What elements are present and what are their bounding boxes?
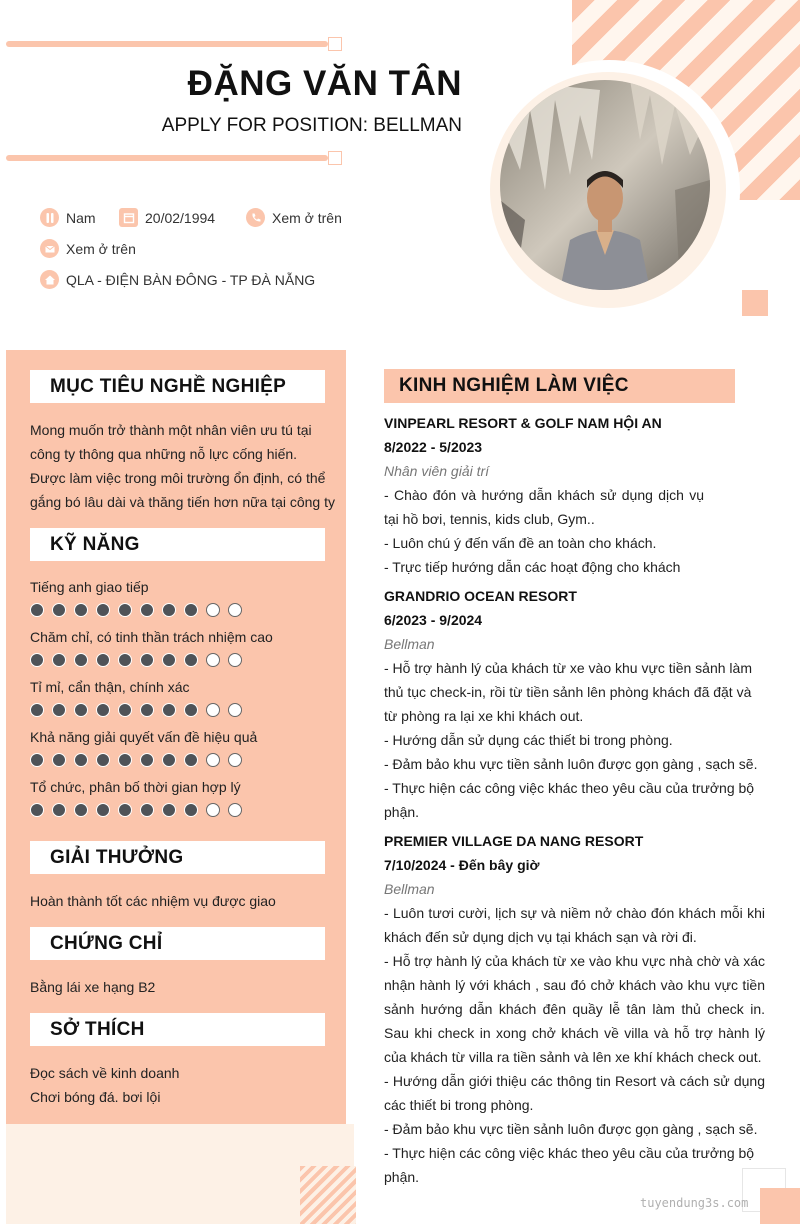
rating-dot-filled bbox=[162, 753, 176, 767]
section-title: CHỨNG CHỈ bbox=[50, 932, 163, 954]
certificates-text: Bằng lái xe hạng B2 bbox=[30, 979, 156, 995]
rating-dot-filled bbox=[52, 703, 66, 717]
skill-label: Tổ chức, phân bố thời gian hợp lý bbox=[30, 779, 241, 795]
section-header-experience bbox=[384, 369, 735, 403]
rating-dot-empty bbox=[206, 753, 220, 767]
email-icon bbox=[40, 239, 59, 258]
job-duty: - Đảm bảo khu vực tiền sảnh luôn được gọn gàng , sạch sẽ. bbox=[384, 1121, 758, 1137]
contact-gender bbox=[40, 208, 96, 227]
rating-dot-empty bbox=[206, 653, 220, 667]
candidate-name: ĐẶNG VĂN TÂN bbox=[187, 64, 462, 103]
contact-birthday bbox=[119, 208, 215, 227]
header-line-bottom bbox=[6, 155, 328, 161]
rating-dot-filled bbox=[184, 803, 198, 817]
section-header-certificates bbox=[30, 927, 325, 960]
job-duty: - Chào đón và hướng dẫn khách sử dụng dịch vụ tại hồ bơi, tennis, kids club, Gym.. bbox=[384, 487, 704, 527]
job-duty: - Luôn chú ý đến vấn đề an toàn cho khách. bbox=[384, 535, 657, 551]
hobbies-text bbox=[30, 1061, 335, 1109]
rating-dot-empty bbox=[228, 653, 242, 667]
rating-dot-filled bbox=[52, 653, 66, 667]
rating-dot-filled bbox=[162, 603, 176, 617]
section-header-hobbies bbox=[30, 1013, 325, 1046]
rating-dot-filled bbox=[184, 603, 198, 617]
section-title: SỞ THÍCH bbox=[50, 1018, 145, 1040]
skill-rating bbox=[30, 653, 242, 667]
job-duty: - Hỗ trợ hành lý của khách từ xe vào khu vực nhà chờ và xác nhận hành lý với khách , sau đó chở khách vào khu vực tiền sảnh hướng dẫn khách đên quầy lễ tân làm thủ check in. Sau khi check in xong chở khách về villa và hỗ trợ hành lý của khách từ villa ra tiền sảnh và lên xe khí khách check out. bbox=[384, 953, 765, 1065]
skill-rating bbox=[30, 603, 242, 617]
rating-dot-filled bbox=[140, 653, 154, 667]
section-header-objective bbox=[30, 370, 325, 403]
decorative-square bbox=[742, 290, 768, 316]
rating-dot-filled bbox=[30, 603, 44, 617]
rating-dot-filled bbox=[140, 803, 154, 817]
rating-dot-filled bbox=[96, 603, 110, 617]
rating-dot-empty bbox=[228, 753, 242, 767]
objective-line: công ty thông qua những nỗ lực cống hiến. bbox=[30, 446, 298, 462]
header-line-cap bbox=[328, 37, 342, 51]
header-line-cap bbox=[328, 151, 342, 165]
skill-rating bbox=[30, 803, 242, 817]
applied-position: APPLY FOR POSITION: BELLMAN bbox=[161, 115, 462, 136]
rating-dot-filled bbox=[118, 653, 132, 667]
rating-dot-empty bbox=[206, 703, 220, 717]
rating-dot-filled bbox=[184, 703, 198, 717]
rating-dot-empty bbox=[228, 803, 242, 817]
rating-dot-filled bbox=[30, 703, 44, 717]
section-header-awards bbox=[30, 841, 325, 874]
rating-dot-filled bbox=[162, 703, 176, 717]
rating-dot-filled bbox=[162, 803, 176, 817]
rating-dot-filled bbox=[74, 603, 88, 617]
rating-dot-filled bbox=[162, 653, 176, 667]
contact-address bbox=[40, 270, 315, 289]
home-icon bbox=[40, 270, 59, 289]
contact-email bbox=[40, 239, 136, 258]
section-title: GIẢI THƯỞNG bbox=[50, 846, 184, 868]
calendar-icon bbox=[119, 208, 138, 227]
rating-dot-filled bbox=[30, 753, 44, 767]
email-text: Xem ở trên bbox=[66, 240, 136, 257]
job-duty: - Hướng dẫn giới thiệu các thông tin Resort và cách sử dụng các thiết bi trong phòng. bbox=[384, 1073, 765, 1113]
section-title: MỤC TIÊU NGHỀ NGHIỆP bbox=[50, 375, 287, 397]
job-description bbox=[384, 901, 765, 1189]
decorative-square bbox=[760, 1188, 800, 1224]
job-date: 6/2023 - 9/2024 bbox=[384, 612, 483, 628]
gender-icon bbox=[40, 208, 59, 227]
objective-line: Được làm việc trong môi trường ổn định, có thể bbox=[30, 470, 326, 486]
rating-dot-filled bbox=[140, 703, 154, 717]
rating-dot-empty bbox=[206, 803, 220, 817]
rating-dot-empty bbox=[228, 603, 242, 617]
hobby-line: Đọc sách về kinh doanh bbox=[30, 1065, 180, 1081]
rating-dot-filled bbox=[74, 803, 88, 817]
job-role: Bellman bbox=[384, 881, 435, 897]
objective-line: Mong muốn trở thành một nhân viên ưu tú tại bbox=[30, 422, 312, 438]
job-duty: - Đảm bảo khu vực tiền sảnh luôn được gọn gàng , sạch sẽ. bbox=[384, 756, 758, 772]
rating-dot-filled bbox=[74, 703, 88, 717]
job-duty: - Luôn tươi cười, lịch sự và niềm nở chào đón khách mỗi khi khách đến sử dụng dịch vụ tại khách sạn và rời đi. bbox=[384, 905, 765, 945]
section-header-skills bbox=[30, 528, 325, 561]
objective-line: gắng bó lâu dài và thăng tiến hơn nữa tại công ty bbox=[30, 494, 335, 510]
rating-dot-filled bbox=[118, 803, 132, 817]
rating-dot-filled bbox=[96, 753, 110, 767]
birthday-text: 20/02/1994 bbox=[145, 209, 216, 226]
job-description bbox=[384, 656, 765, 824]
address-text: QLA - ĐIỆN BÀN ĐÔNG - TP ĐÀ NẴNG bbox=[66, 271, 316, 288]
skill-rating bbox=[30, 703, 242, 717]
company-name: PREMIER VILLAGE DA NANG RESORT bbox=[384, 833, 644, 849]
job-date: 7/10/2024 - Đến bây giờ bbox=[384, 857, 540, 873]
gender-text: Nam bbox=[66, 209, 96, 226]
watermark: tuyendung3s.com bbox=[640, 1196, 749, 1210]
rating-dot-filled bbox=[184, 653, 198, 667]
objective-text bbox=[30, 418, 335, 514]
rating-dot-filled bbox=[140, 753, 154, 767]
skill-rating bbox=[30, 753, 242, 767]
section-title: KỸ NĂNG bbox=[50, 533, 140, 555]
rating-dot-filled bbox=[52, 603, 66, 617]
job-duty: - Hỗ trợ hành lý của khách từ xe vào khu vực tiền sảnh làm thủ tục check-in, rồi từ tiền sảnh lên phòng khách đã đặt và từ phòng ra lại xe khi khách out. bbox=[384, 660, 752, 724]
rating-dot-filled bbox=[184, 753, 198, 767]
phone-text: Xem ở trên bbox=[272, 209, 342, 226]
rating-dot-filled bbox=[118, 703, 132, 717]
experience-item bbox=[384, 829, 765, 1189]
hobby-line: Chơi bóng đá. bơi lội bbox=[30, 1089, 161, 1105]
phone-icon bbox=[246, 208, 265, 227]
experience-item bbox=[384, 411, 765, 579]
awards-text: Hoàn thành tốt các nhiệm vụ được giao bbox=[30, 893, 276, 909]
rating-dot-filled bbox=[96, 653, 110, 667]
rating-dot-empty bbox=[206, 603, 220, 617]
skill-label: Chăm chỉ, có tinh thần trách nhiệm cao bbox=[30, 629, 273, 645]
skill-label: Tỉ mỉ, cẩn thận, chính xác bbox=[30, 679, 190, 695]
rating-dot-filled bbox=[118, 753, 132, 767]
rating-dot-filled bbox=[74, 653, 88, 667]
header-line-top bbox=[6, 41, 328, 47]
job-duty: - Thực hiện các công việc khác theo yêu cầu của trưởng bộ phận. bbox=[384, 780, 755, 820]
job-role: Bellman bbox=[384, 636, 435, 652]
rating-dot-filled bbox=[30, 803, 44, 817]
job-duty: - Trực tiếp hướng dẫn các hoạt động cho khách bbox=[384, 559, 681, 575]
job-role: Nhân viên giải trí bbox=[384, 463, 490, 479]
rating-dot-filled bbox=[96, 803, 110, 817]
job-date: 8/2022 - 5/2023 bbox=[384, 439, 483, 455]
rating-dot-filled bbox=[74, 753, 88, 767]
experience-item bbox=[384, 584, 765, 824]
section-title: KINH NGHIỆM LÀM VIỆC bbox=[399, 375, 629, 396]
job-duty: - Thực hiện các công việc khác theo yêu cầu của trưởng bộ phận. bbox=[384, 1145, 755, 1185]
rating-dot-filled bbox=[30, 653, 44, 667]
contact-phone bbox=[246, 208, 342, 227]
job-description bbox=[384, 483, 765, 579]
decorative-stripes-bottom bbox=[300, 1166, 356, 1224]
company-name: GRANDRIO OCEAN RESORT bbox=[384, 588, 577, 604]
skill-label: Khả năng giải quyết vấn đề hiệu quả bbox=[30, 729, 258, 745]
rating-dot-empty bbox=[228, 703, 242, 717]
rating-dot-filled bbox=[140, 603, 154, 617]
avatar-photo bbox=[500, 80, 710, 290]
company-name: VINPEARL RESORT & GOLF NAM HỘI AN bbox=[384, 415, 662, 431]
rating-dot-filled bbox=[52, 753, 66, 767]
job-duty: - Hướng dẫn sử dụng các thiết bi trong phòng. bbox=[384, 732, 673, 748]
rating-dot-filled bbox=[118, 603, 132, 617]
rating-dot-filled bbox=[96, 703, 110, 717]
skill-label: Tiếng anh giao tiếp bbox=[30, 579, 149, 595]
rating-dot-filled bbox=[52, 803, 66, 817]
